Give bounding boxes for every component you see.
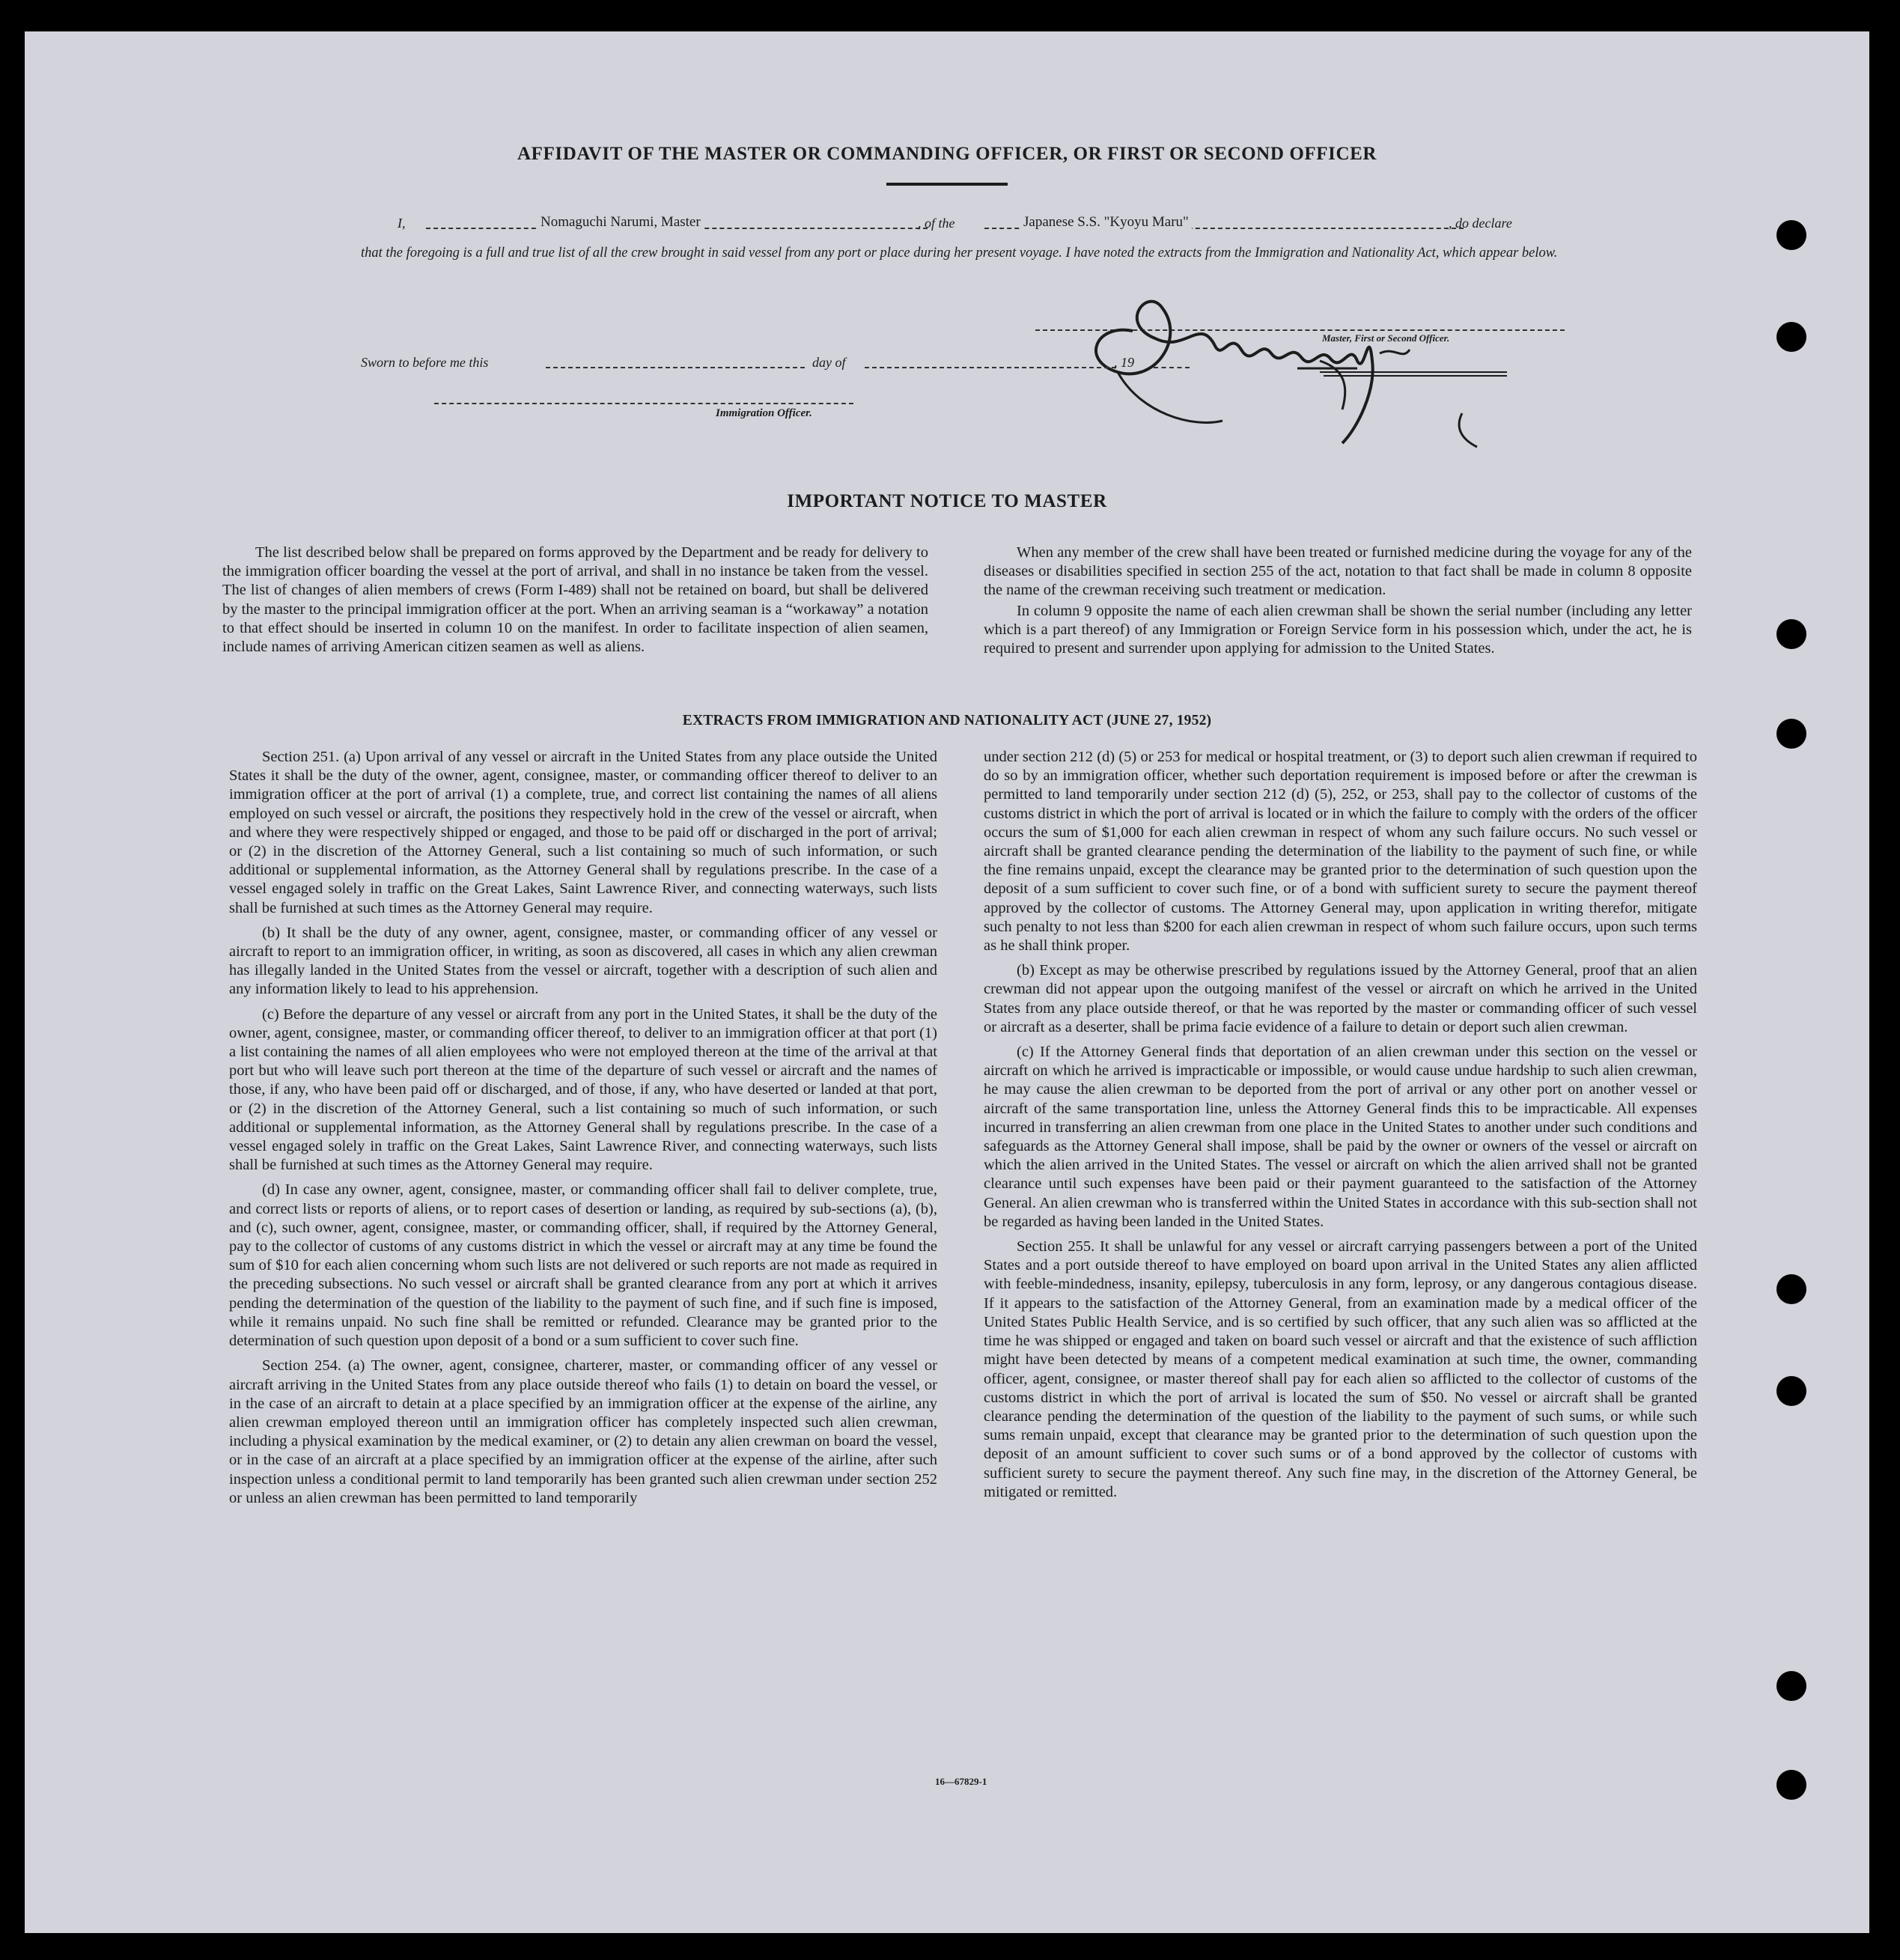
year-label: , 19	[1114, 355, 1134, 370]
i-prefix: I,	[398, 216, 406, 231]
binder-hole	[1776, 719, 1806, 749]
notice-right-column	[984, 544, 1692, 664]
section-254-a-continued: under section 212 (d) (5) or 253 for medical or hospital treatment, or (3) to deport such alien crewman if required to do so by an immigration officer, whether such deportation requirement is imposed before or after the crewman is permitted to land temporarily under section 212 (d) (5), 252, or 253, shall pay to the collector of customs of the customs district in which the port of arrival is located or in which the failure to comply with the orders of the officer occurs the sum of $1,000 for each alien crewman in respect of whom any such failure occurs. No such vessel or aircraft shall be granted clearance pending the determination of the liability to the payment of such fine, or while the fine remains unpaid, except the clearance may be granted prior to the determination of such question upon the deposit of a sum sufficient to cover such fine, or of a bond with sufficient surety to secure the payment thereof approved by the collector of customs. The Attorney General may, upon application in writing therefor, mitigate such penalty to not less than $200 for each alien crewman in respect of whom such failure occurs, upon such terms as he shall think proper.	[984, 749, 1697, 955]
of-the-label: , of the	[918, 216, 955, 231]
signature-caption: Master, First or Second Officer.	[1322, 332, 1450, 344]
section-251-b: (b) It shall be the duty of any owner, agent, consignee, master, or commanding officer of any vessel or aircraft to report to an immigration officer, in writing, as soon as discovered, all cases in which any alien crewman has illegally landed in the United States from the vessel or aircraft, together with a description of such alien and any information likely to lead to his apprehension.	[229, 924, 937, 998]
form-number: 16—67829-1	[935, 1776, 987, 1787]
immigration-officer-label: Immigration Officer.	[716, 407, 812, 419]
section-254-a: Section 254. (a) The owner, agent, consignee, charterer, master, or commanding officer of any vessel or aircraft arriving in the United States from any place outside thereof who fails (1) to detain on board the vessel, or in the case of an aircraft to detain at a place specified by an immigration officer at the expense of the airline, any alien crewman employed thereon until an immigration officer has completely inspected such alien crewman, including a physical examination by the medical examiner, or (2) to detain any alien crewman on board the vessel, or in the case of an aircraft at a place specified by an immigration officer at the expense of the airline, after such inspection unless a conditional permit to land temporarily has been granted such alien crewman under section 252 or unless an alien crewman has been permitted to land temporarily	[229, 1357, 937, 1506]
master-name-field: Nomaguchi Narumi, Master	[538, 214, 704, 231]
section-254-b: (b) Except as may be otherwise prescribed by regulations issued by the Attorney General, proof that an alien crewman did not appear upon the outgoing manifest of the vessel or aircraft on which he arrived in the United States from any place outside thereof, or that he was reported by the master or commanding officer of such vessel or aircraft as a deserter, shall be prima facie evidence of a failure to detain or deport such alien crewman.	[984, 962, 1697, 1035]
year-line	[1154, 367, 1190, 368]
signature-image	[1073, 279, 1537, 451]
section-254-c: (c) If the Attorney General finds that deportation of an alien crewman under this section on the vessel or aircraft on which he arrived is impracticable or impossible, or would cause undue hardship to such alien crewman, he may cause the alien crewman to be deported from the port of arrival or any other port on another vessel or aircraft of the same transportation line, unless the Attorney General finds this to be impracticable. All expenses incurred in transferring an alien crewman from one place in the United States to another under such conditions and safeguards as the Attorney General shall impose, shall be paid by the owner or owners of the vessel or aircraft on which the alien arrived in the United States. The vessel or aircraft on which the alien arrived shall not be granted clearance until such expenses have been paid or their payment guaranteed to the satisfaction of the Attorney General. An alien crewman who is transferred within the United States in accordance with this sub-section shall not be regarded as having been landed in the United States.	[984, 1044, 1697, 1230]
binder-hole	[1776, 1671, 1806, 1701]
section-251-c: (c) Before the departure of any vessel or aircraft from any port in the United States, it shall be the duty of the owner, agent, consignee, master, or commanding officer thereof, to deliver to an immigration officer at that port (1) a list containing the names of all alien employees who were not employed thereon at the time of the arrival at that port but who will leave such port thereon at the time of the departure of such vessel or aircraft and the names of those, if any, who have been paid off or discharged, and of those, if any, who have deserted or landed at that port, or (2) in the discretion of the Attorney General, such a list containing so much of such information, or such additional or supplemental information, as the Attorney General shall by regulations prescribe. In the case of a vessel engaged solely in traffic on the Great Lakes, Saint Lawrence River, and connecting waterways, such lists shall be furnished at such times as the Attorney General may require.	[229, 1005, 937, 1174]
binder-hole	[1776, 1770, 1806, 1800]
binder-hole	[1776, 322, 1806, 352]
binder-hole	[1776, 619, 1806, 649]
notice-right-paragraph-1: When any member of the crew shall have been treated or furnished medicine during the voyage for any of the diseases or disabilities specified in section 255 of the act, notation to that fact shall be made in column 8 opposite the name of the crewman receiving such treatment or medication.	[984, 544, 1692, 599]
binder-hole	[1776, 1274, 1806, 1304]
title-rule	[886, 183, 1008, 186]
extracts-right-column	[984, 748, 1697, 1502]
notice-left-paragraph: The list described below shall be prepared on forms approved by the Department and be ready for delivery to the immigration officer boarding the vessel at the port of arrival, and shall in no instance be taken from the vessel. The list of changes of alien members of crews (Form I-489) shall not be retained on board, but shall be delivered by the master to the principal immigration officer at the port. When an arriving seaman is a “workaway” a notation to that effect should be inserted in column 10 on the manifest. In order to facilitate inspection of alien seamen, include names of arriving American citizen seamen as well as aliens.	[222, 544, 928, 656]
section-251-a: Section 251. (a) Upon arrival of any vessel or aircraft in the United States from any place outside the United States it shall be the duty of the owner, agent, consignee, master, or commanding officer thereof to deliver to an immigration officer at the port of arrival (1) a complete, true, and correct list containing the names of all aliens employed on such vessel or aircraft, the positions they respectively hold in the crew of the vessel or aircraft, when and where they were respectively shipped or engaged, and those to be paid off or discharged in the port of arrival; or (2) in the discretion of the Attorney General, such a list containing so much of such information, or such additional or supplemental information, as the Attorney General shall by regulations prescribe. In the case of a vessel engaged solely in traffic on the Great Lakes, Saint Lawrence River, and connecting waterways, such lists shall be furnished at such times as the Attorney General may require.	[229, 749, 937, 916]
do-declare-label: , do declare	[1449, 216, 1512, 231]
notice-title: IMPORTANT NOTICE TO MASTER	[787, 491, 1107, 511]
month-line	[865, 367, 1116, 368]
document-page	[25, 31, 1869, 1933]
day-of-label: day of	[812, 355, 846, 370]
section-255: Section 255. It shall be unlawful for any vessel or aircraft carrying passengers between a port of the United States and a port outside thereof to have employed on board upon arrival in the United States any alien afflicted with feeble-mindedness, insanity, epilepsy, tuberculosis in any form, leprosy, or any dangerous contagious disease. If it appears to the satisfaction of the Attorney General, from an examination made by a medical officer of the United States Public Health Service, and is so certified by such officer, that any such alien was so afflicted at the time he was shipped or engaged and taken on board such vessel or aircraft and that the existence of such affliction might have been detected by means of a competent medical examination at such time, the owner, commanding officer, agent, consignee, or master thereof shall pay for each alien so afflicted to the collector of customs of the customs district in which the port of arrival is located the sum of $50. No vessel or aircraft shall be granted clearance pending the determination of the question of the liability to the payment of such sums, or while such sums remain unpaid, except that clearance may be granted prior to the determination of such question upon the deposit of an amount sufficient to cover such sums or of a bond approved by the collector of customs with sufficient surety to secure the payment thereof. Any such fine may, in the discretion of the Attorney General, be mitigated or remitted.	[984, 1238, 1697, 1500]
binder-hole	[1776, 220, 1806, 250]
sworn-date-line	[546, 367, 805, 368]
affidavit-title: AFFIDAVIT OF THE MASTER OR COMMANDING OFFICER, OR FIRST OR SECOND OFFICER	[517, 144, 1377, 164]
extracts-title: EXTRACTS FROM IMMIGRATION AND NATIONALITY ACT (JUNE 27, 1952)	[682, 713, 1212, 728]
extracts-left-column	[229, 748, 937, 1508]
notice-right-paragraph-2: In column 9 opposite the name of each alien crewman shall be shown the serial number (including any letter which is a part thereof) of any Immigration or Foreign Service form in his possession which, under the act, he is required to present and surrender upon applying for admission to the United States.	[984, 602, 1692, 657]
declaration-text: that the foregoing is a full and true list of all the crew brought in said vessel from any port or place during her present voyage. I have noted the extracts from the Immigration and Nationality Act, which appear below.	[361, 246, 1558, 261]
section-251-d: (d) In case any owner, agent, consignee, master, or commanding officer shall fail to deliver complete, true, and correct lists or reports of aliens, or to report cases of desertion or landing, as required by sub-sections (a), (b), and (c), such owner, agent, consignee, master, or commanding officer, shall, if required by the Attorney General, pay to the collector of customs of any customs district in which the vessel or aircraft may at any time be found the sum of $10 for each alien concerning whom such lists are not delivered or such reports are not made as required in the preceding subsections. No such vessel or aircraft shall be granted clearance from any port at which it arrives pending the determination of the question of the liability to the payment of such fine, and if such fine is imposed, while it remains unpaid. No such fine shall be remitted or refunded. Clearance may be granted prior to the determination of such question upon deposit of a bond or a sum sufficient to cover such fine.	[229, 1181, 937, 1350]
sworn-label: Sworn to before me this	[361, 355, 489, 370]
immigration-officer-line	[434, 403, 853, 404]
vessel-name-field: Japanese S.S. "Kyoyu Maru"	[1020, 214, 1192, 231]
notice-left-column	[222, 544, 928, 663]
binder-hole	[1776, 1376, 1806, 1406]
